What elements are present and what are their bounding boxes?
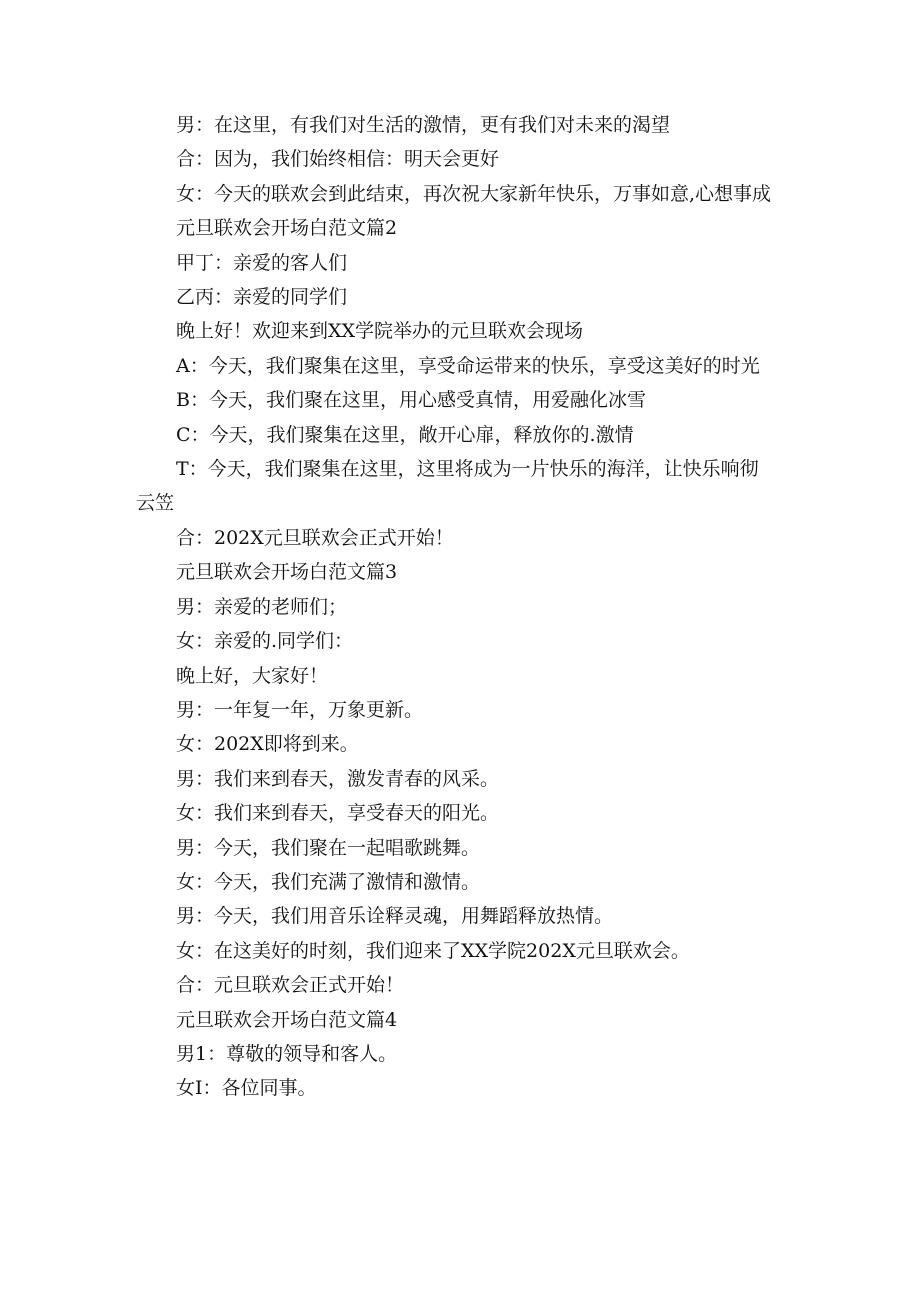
dialogue-line: 合：元旦联欢会正式开始！ (176, 974, 405, 997)
dialogue-line: 晚上好，大家好！ (176, 664, 329, 687)
dialogue-line: 男：亲爱的老师们； (176, 595, 348, 618)
dialogue-line: 女：202X即将到来。 (176, 733, 359, 756)
dialogue-line: 女：亲爱的.同学们： (176, 630, 354, 653)
dialogue-line: 男：今天，我们用音乐诠释灵魂，用舞蹈释放热情。 (176, 905, 614, 928)
dialogue-line: 女：今天，我们充满了激情和激情。 (176, 870, 481, 893)
dialogue-line: 女I：各位同事。 (176, 1077, 317, 1100)
dialogue-line: 合：202X元旦联欢会正式开始！ (176, 526, 454, 549)
dialogue-line: 男：一年复一年，万象更新。 (176, 698, 424, 721)
dialogue-line: 女：在这美好的时刻，我们迎来了XX学院202X元旦联欢会。 (176, 939, 690, 962)
dialogue-line: 男：我们来到春天，激发青春的风采。 (176, 767, 500, 790)
dialogue-line: 男：在这里，有我们对生活的激情，更有我们对未来的渴望 (176, 114, 671, 136)
dialogue-line: C：今天，我们聚集在这里，敞开心扉，释放你的.激情 (176, 423, 634, 446)
dialogue-line: 乙丙：亲爱的同学们 (176, 286, 348, 309)
dialogue-line: 男1：尊敬的领导和客人。 (176, 1042, 398, 1065)
dialogue-line: 女：我们来到春天，享受春天的阳光。 (176, 802, 500, 825)
dialogue-line: B：今天，我们聚在这里，用心感受真情，用爱融化冰雪 (176, 389, 646, 412)
document-body (136, 108, 776, 1106)
dialogue-line: 女：今天的联欢会到此结束，再次祝大家新年快乐，万事如意,心想事成 (176, 182, 772, 205)
dialogue-line: 晚上好！欢迎来到XX学院举办的元旦联欢会现场 (176, 320, 584, 343)
dialogue-line: 合：因为，我们始终相信：明天会更好 (176, 148, 500, 171)
section-heading: 元旦联欢会开场白范文篇4 (176, 1008, 398, 1031)
dialogue-line: T：今天，我们聚集在这里，这里将成为一片快乐的海洋，让快乐响彻云笠 (136, 458, 759, 515)
dialogue-line: A：今天，我们聚集在这里，享受命运带来的快乐，享受这美好的时光 (176, 354, 760, 377)
dialogue-line: 男：今天，我们聚在一起唱歌跳舞。 (176, 836, 481, 859)
section-heading: 元旦联欢会开场白范文篇3 (176, 561, 398, 584)
dialogue-line: 甲丁：亲爱的客人们 (176, 251, 348, 274)
section-heading: 元旦联欢会开场白范文篇2 (176, 217, 398, 240)
